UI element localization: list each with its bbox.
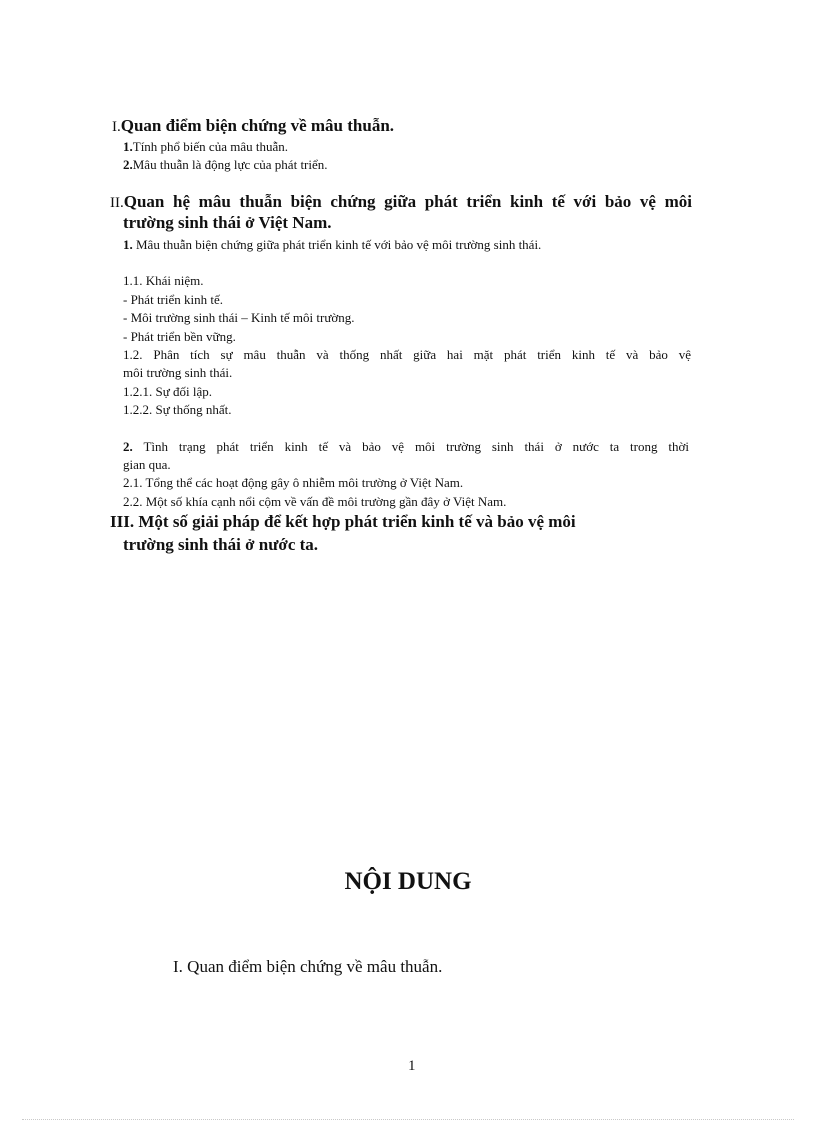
toc-item-2-1-text: Mâu thuẫn biện chứng giữa phát triển kinh tế với bảo vệ môi trường sinh thái. [136,237,542,252]
toc-item-1-2-number: 2. [123,157,133,172]
page-bottom-divider [22,1119,794,1120]
toc-line-1-2-2: 1.2.2. Sự thống nhất. [123,402,232,417]
toc-section-2-number: II. [110,195,124,211]
toc-line-2-2: 2.2. Một số khía cạnh nổi cộm về vấn đề môi trường gần đây ở Việt Nam. [123,494,507,509]
toc-line-environment: - Môi trường sinh thái – Kinh tế môi trường. [123,310,355,325]
toc-item-1-2-text: Mâu thuẫn là động lực của phát triển. [132,157,328,172]
toc-item-1-1-text: Tính phổ biến của mâu thuẫn. [132,139,288,154]
toc-item-2-2-cont: gian qua. [123,457,171,472]
toc-item-2-2 [123,439,689,455]
toc-section-3-title-line1: Một số giải pháp để kết hợp phát triển kinh tế và bảo vệ môi [138,512,576,531]
toc-line-sustainable: - Phát triển bền vững. [123,329,236,344]
toc-section-1-number: I. [112,119,121,135]
toc-line-2-1: 2.1. Tổng thể các hoạt động gây ô nhiễm môi trường ở Việt Nam. [123,475,464,490]
toc-item-1-2 [123,157,328,173]
toc-item-2-1 [123,237,541,253]
toc-section-3-title-line2: trường sinh thái ở nước ta. [123,535,319,554]
toc-item-2-2-number: 2. [123,439,133,454]
toc-line-1-2: 1.2. Phân tích sự mâu thuẫn và thống nhất giữa hai mặt phát triển kinh tế và bảo vệ [123,347,691,362]
toc-line-1-1: 1.1. Khái niệm. [123,273,204,288]
toc-item-1-1 [123,139,288,155]
toc-item-2-2-text: Tình trạng phát triển kinh tế và bảo vệ môi trường sinh thái ở nước ta trong thời [143,439,689,454]
toc-line-1-2-1: 1.2.1. Sự đối lập. [123,384,213,399]
content-section-1-heading: I. Quan điểm biện chứng về mâu thuẫn. [173,957,443,976]
toc-line-1-2-cont: môi trường sinh thái. [123,365,233,380]
toc-section-1-heading [112,116,394,136]
toc-section-3-heading [110,512,576,532]
toc-section-1-title: Quan điểm biện chứng về mâu thuẫn. [120,116,395,135]
toc-item-1-1-number: 1. [123,139,133,154]
toc-section-2-heading [110,192,692,212]
page-number: 1 [408,1058,416,1074]
page-title: NỘI DUNG [344,868,472,895]
toc-section-3-number: III. [110,512,135,531]
toc-item-2-1-number: 1. [123,237,133,252]
toc-line-economic-growth: - Phát triển kinh tế. [123,292,224,307]
toc-section-2-title-line2: trường sinh thái ở Việt Nam. [123,213,332,232]
toc-section-2-title-line1: Quan hệ mâu thuẫn biện chứng giữa phát triển kinh tế với bảo vệ môi [123,192,692,211]
